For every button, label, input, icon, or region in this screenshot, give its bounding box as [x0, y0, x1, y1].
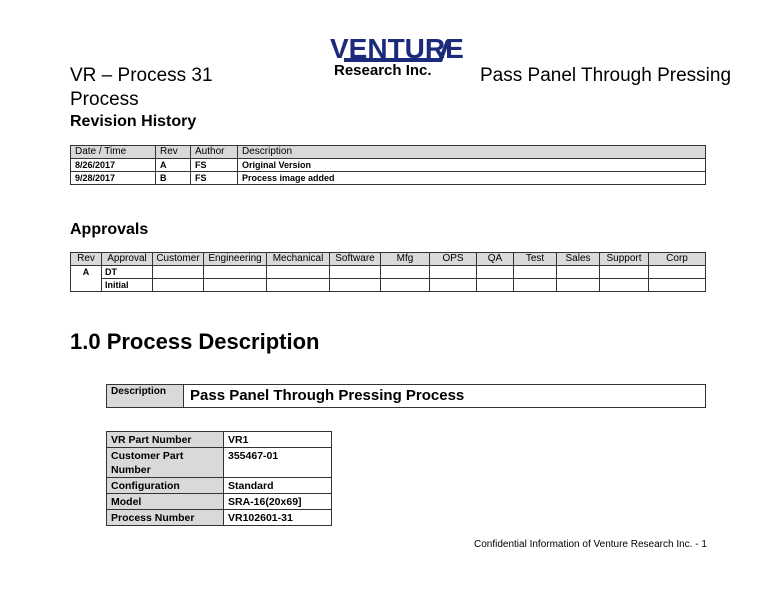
- description-table: [106, 384, 706, 408]
- column-header: Mfg: [381, 253, 430, 266]
- table-cell: FS: [191, 159, 238, 172]
- table-cell: [267, 266, 330, 279]
- table-header-row: [71, 253, 706, 266]
- column-header: Mechanical: [267, 253, 330, 266]
- info-value: VR1: [224, 432, 332, 448]
- logo-subname: Research Inc.: [334, 62, 432, 79]
- table-row: [107, 448, 332, 478]
- table-cell: [477, 266, 514, 279]
- part-info-table: [106, 431, 332, 526]
- table-row: [107, 510, 332, 526]
- revision-history-heading: Revision History: [70, 113, 197, 130]
- info-label: Model: [107, 494, 224, 510]
- table-cell: [153, 266, 204, 279]
- table-cell: 8/26/2017: [71, 159, 156, 172]
- table-row: [107, 494, 332, 510]
- table-cell: A: [71, 266, 102, 292]
- table-cell: [649, 279, 706, 292]
- table-cell: [514, 266, 557, 279]
- column-header: Author: [191, 146, 238, 159]
- info-label: Customer Part Number: [107, 448, 224, 478]
- table-cell: Original Version: [238, 159, 706, 172]
- column-header: Approval: [102, 253, 153, 266]
- table-cell: Process image added: [238, 172, 706, 185]
- table-cell: [381, 279, 430, 292]
- document-title: VR – Process 31: [70, 65, 213, 86]
- document-subtitle: Process: [70, 89, 139, 110]
- table-cell: FS: [191, 172, 238, 185]
- table-cell: [204, 279, 267, 292]
- table-row: [71, 172, 706, 185]
- table-cell: [600, 266, 649, 279]
- table-cell: [381, 266, 430, 279]
- table-row: [107, 432, 332, 448]
- column-header: Support: [600, 253, 649, 266]
- process-title: Pass Panel Through Pressing: [480, 65, 732, 86]
- table-cell: 9/28/2017: [71, 172, 156, 185]
- table-row: [107, 385, 706, 408]
- table-cell: [430, 266, 477, 279]
- table-cell: [153, 279, 204, 292]
- info-value: 355467-01: [224, 448, 332, 478]
- column-header: Corp: [649, 253, 706, 266]
- column-header: Software: [330, 253, 381, 266]
- table-cell: [600, 279, 649, 292]
- column-header: QA: [477, 253, 514, 266]
- company-logo: [322, 33, 464, 82]
- description-value: Pass Panel Through Pressing Process: [184, 385, 706, 408]
- section-heading: 1.0 Process Description: [70, 329, 320, 354]
- column-header: Engineering: [204, 253, 267, 266]
- column-header: Sales: [557, 253, 600, 266]
- table-cell: [477, 279, 514, 292]
- column-header: Rev: [71, 253, 102, 266]
- table-row: [107, 478, 332, 494]
- info-label: Process Number: [107, 510, 224, 526]
- table-cell: A: [156, 159, 191, 172]
- table-cell: [557, 266, 600, 279]
- description-label: Description: [107, 385, 184, 408]
- column-header: Description: [238, 146, 706, 159]
- column-header: OPS: [430, 253, 477, 266]
- table-header-row: [71, 146, 706, 159]
- logo-name: VENTURE: [330, 33, 464, 64]
- page-footer: Confidential Information of Venture Research Inc. - 1: [474, 539, 707, 550]
- table-cell: Initial: [102, 279, 153, 292]
- column-header: Customer: [153, 253, 204, 266]
- table-cell: [330, 279, 381, 292]
- table-row: [71, 159, 706, 172]
- approvals-table: [70, 252, 706, 292]
- column-header: Test: [514, 253, 557, 266]
- table-cell: [557, 279, 600, 292]
- info-value: Standard: [224, 478, 332, 494]
- table-row: [71, 266, 706, 279]
- table-cell: [204, 266, 267, 279]
- revision-history-table: [70, 145, 706, 185]
- info-label: VR Part Number: [107, 432, 224, 448]
- table-cell: B: [156, 172, 191, 185]
- column-header: Rev: [156, 146, 191, 159]
- info-label: Configuration: [107, 478, 224, 494]
- table-row: [71, 279, 706, 292]
- approvals-heading: Approvals: [70, 221, 149, 238]
- info-value: VR102601-31: [224, 510, 332, 526]
- table-cell: [267, 279, 330, 292]
- column-header: Date / Time: [71, 146, 156, 159]
- table-cell: [430, 279, 477, 292]
- info-value: SRA-16(20x69]: [224, 494, 332, 510]
- table-cell: [330, 266, 381, 279]
- table-cell: [514, 279, 557, 292]
- table-cell: DT: [102, 266, 153, 279]
- table-cell: [649, 266, 706, 279]
